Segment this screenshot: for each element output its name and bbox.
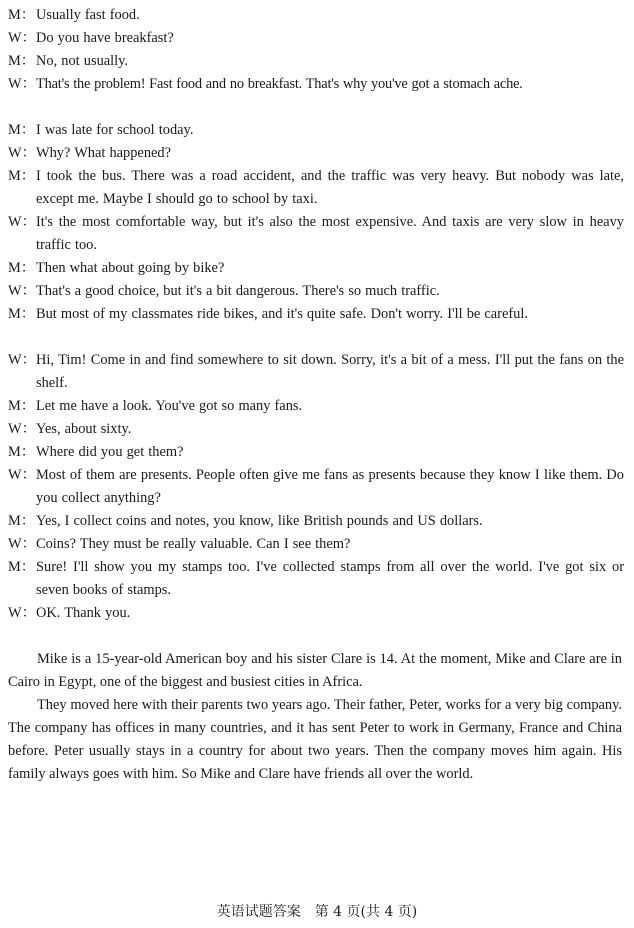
- dialogue-line: [8, 119, 624, 142]
- speaker-label: W：: [8, 30, 36, 46]
- speaker-label: M：: [8, 260, 36, 276]
- dialogue-line: [8, 165, 624, 211]
- line-text: Then what about going by bike?: [36, 260, 225, 276]
- speaker-label: W：: [8, 536, 36, 552]
- line-text: That's the problem! Fast food and no breakfast. That's why you've got a stomach ache.: [36, 76, 523, 92]
- speaker-label: M：: [8, 122, 36, 138]
- line-text: Where did you get them?: [36, 444, 184, 460]
- line-text: Usually fast food.: [36, 7, 140, 23]
- line-text: Why? What happened?: [36, 145, 171, 161]
- line-text: It's the most comfortable way, but it's also the most expensive. And taxis are very slow in heavy traffic too.: [36, 214, 624, 253]
- speaker-label: M：: [8, 398, 36, 414]
- dialogue-line: [8, 280, 624, 303]
- dialogue-line: [8, 533, 624, 556]
- speaker-label: M：: [8, 306, 36, 322]
- dialogue-line: [8, 303, 624, 326]
- speaker-label: W：: [8, 605, 36, 621]
- dialogue-line: [8, 418, 624, 441]
- dialogue-1: [8, 4, 624, 96]
- speaker-label: M：: [8, 7, 36, 23]
- dialogue-line: [8, 27, 624, 50]
- dialogue-line: [8, 464, 624, 510]
- line-text: Hi, Tim! Come in and find somewhere to sit down. Sorry, it's a bit of a mess. I'll put the fans on the shelf.: [36, 352, 624, 391]
- line-text: But most of my classmates ride bikes, and it's quite safe. Don't worry. I'll be careful.: [36, 306, 528, 322]
- passage-paragraph: Mike is a 15-year-old American boy and his sister Clare is 14. At the moment, Mike and Clare are in Cairo in Egypt, one of the biggest and busiest cities in Africa.: [8, 651, 622, 690]
- line-text: Do you have breakfast?: [36, 30, 174, 46]
- line-text: Let me have a look. You've got so many fans.: [36, 398, 303, 414]
- dialogue-line: [8, 257, 624, 280]
- speaker-label: W：: [8, 421, 36, 437]
- speaker-label: M：: [8, 53, 36, 69]
- line-text: Most of them are presents. People often give me fans as presents because they know I like them. Do you collect anything?: [36, 467, 624, 506]
- dialogue-line: [8, 50, 624, 73]
- dialogue-line: [8, 510, 624, 533]
- speaker-label: M：: [8, 444, 36, 460]
- speaker-label: W：: [8, 145, 36, 161]
- line-text: Yes, I collect coins and notes, you know, like British pounds and US dollars.: [36, 513, 483, 529]
- line-text: Yes, about sixty.: [36, 421, 132, 437]
- speaker-label: W：: [8, 214, 36, 230]
- line-text: That's a good choice, but it's a bit dangerous. There's so much traffic.: [36, 283, 440, 299]
- line-text: No, not usually.: [36, 53, 129, 69]
- page-footer: 英语试题答案 第 4 页(共 4 页): [216, 904, 418, 920]
- dialogue-3: [8, 349, 624, 625]
- dialogue-line: [8, 602, 624, 625]
- line-text: I was late for school today.: [36, 122, 194, 138]
- line-text: Coins? They must be really valuable. Can I see them?: [36, 536, 351, 552]
- dialogue-line: [8, 441, 624, 464]
- line-text: OK. Thank you.: [36, 605, 131, 621]
- line-text: I took the bus. There was a road accident, and the traffic was very heavy. But nobody was late, except me. Maybe I should go to school by taxi.: [36, 168, 624, 207]
- passage-paragraph: They moved here with their parents two years ago. Their father, Peter, works for a very big company. The company has offices in many countries, and it has sent Peter to work in Germany, France and China before. Peter usually stays in a country for about two years. Then the company moves him again. His family always goes with him. So Mike and Clare have friends all over the world.: [8, 697, 622, 782]
- dialogue-line: [8, 349, 624, 395]
- speaker-label: M：: [8, 513, 36, 529]
- speaker-label: W：: [8, 467, 36, 483]
- dialogue-line: [8, 73, 624, 96]
- dialogue-2: [8, 119, 624, 326]
- dialogue-line: [8, 556, 624, 602]
- speaker-label: M：: [8, 559, 36, 575]
- speaker-label: W：: [8, 352, 36, 368]
- dialogue-line: [8, 4, 624, 27]
- speaker-label: W：: [8, 76, 36, 92]
- dialogue-line: [8, 395, 624, 418]
- reading-passage: [8, 648, 622, 786]
- dialogue-line: [8, 142, 624, 165]
- speaker-label: W：: [8, 283, 36, 299]
- line-text: Sure! I'll show you my stamps too. I've collected stamps from all over the world. I've got six or seven books of stamps.: [36, 559, 624, 598]
- dialogue-line: [8, 211, 624, 257]
- speaker-label: M：: [8, 168, 36, 184]
